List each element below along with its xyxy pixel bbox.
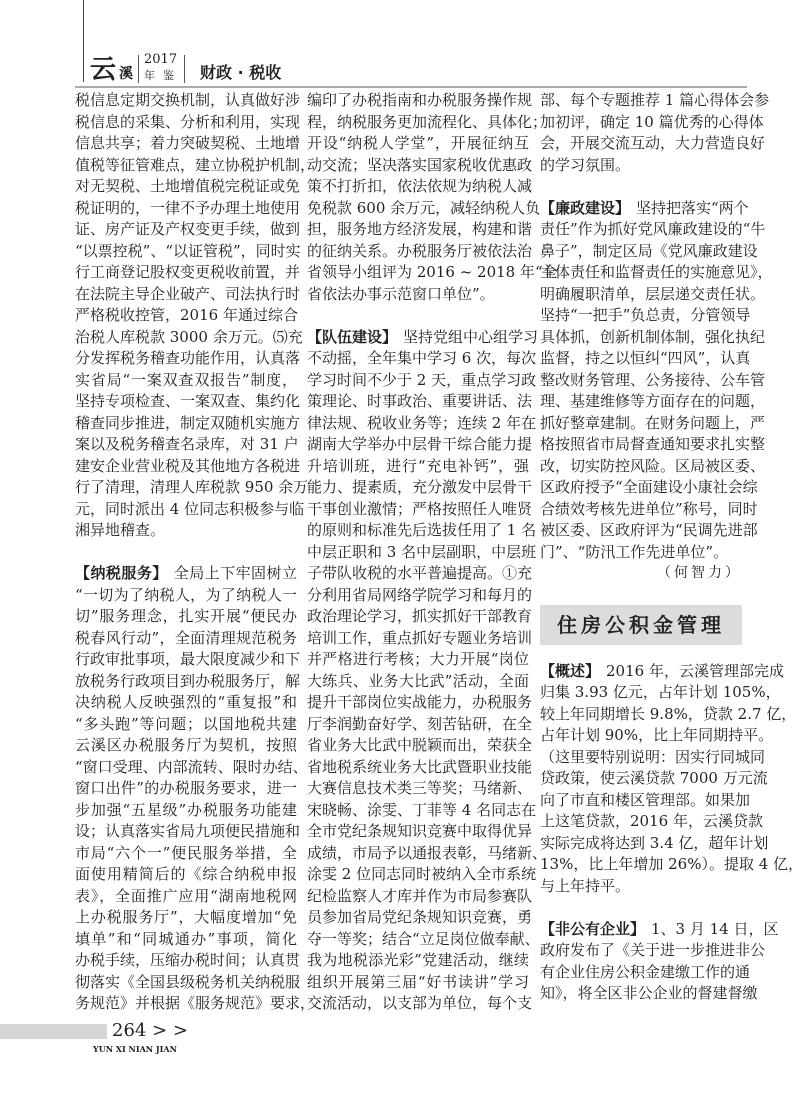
line-text: 动交流；坚决落实国家税收优惠政 bbox=[307, 155, 533, 174]
text-line bbox=[307, 585, 533, 607]
text-line bbox=[307, 391, 533, 413]
header-year: 2017 bbox=[144, 52, 178, 67]
paragraph bbox=[307, 327, 548, 1015]
header-rule bbox=[75, 86, 747, 88]
text-line bbox=[75, 348, 301, 370]
text-line bbox=[307, 176, 533, 198]
text-line bbox=[540, 962, 751, 984]
text-line bbox=[75, 735, 297, 757]
line-text: 知》，将全区非公企业的督建督缴 bbox=[540, 984, 758, 1002]
line-text: 窗口出件”的办税服务要求，进一 bbox=[75, 779, 297, 797]
text-line bbox=[75, 800, 297, 822]
line-text: 纪检监察人才库并作为市局参赛队 bbox=[307, 886, 533, 905]
text-line bbox=[307, 413, 537, 435]
text-line bbox=[307, 284, 529, 306]
line-text: 建安企业营业税及其他地方各税进 bbox=[75, 456, 301, 475]
text-line bbox=[307, 649, 529, 671]
text-line bbox=[307, 671, 529, 693]
line-text: 放税务行政项目到办税服务厅，解 bbox=[75, 671, 301, 690]
line-text: 主体责任和监督责任的实施意见》， bbox=[540, 263, 773, 281]
line-text: 办税手续，压缩办税时间；认真贯 bbox=[75, 951, 301, 969]
logo-yun: 云 bbox=[90, 55, 117, 85]
text-line bbox=[540, 391, 766, 413]
line-text: 稽查同步推进，制定双随机实施方 bbox=[75, 413, 301, 432]
text-line bbox=[75, 176, 301, 198]
line-text: 能力、提素质，充分激发中层骨干 bbox=[307, 478, 533, 496]
text-line bbox=[307, 155, 533, 177]
line-text: 与上年持平。 bbox=[540, 876, 631, 895]
line-text: 行政审批事项，最大限度减少和下 bbox=[75, 650, 301, 668]
line-text: 对无契税、土地增值税完税证或免 bbox=[75, 177, 301, 195]
line-text: 市局“六个一”便民服务举措，全 bbox=[75, 843, 297, 862]
line-text: 升培训班，进行“充电补钙”，强 bbox=[307, 456, 529, 475]
line-text: 填单”和“同城通办”事项，简化 bbox=[75, 929, 297, 948]
text-line bbox=[75, 778, 297, 800]
paragraph bbox=[75, 563, 316, 1015]
text-line bbox=[540, 704, 797, 726]
line-text: 不动摇，全年集中学习 6 次，每次 bbox=[307, 349, 537, 367]
line-text: 并严格进行考核；大力开展“岗位 bbox=[307, 650, 529, 668]
text-line bbox=[540, 876, 742, 898]
line-text: 提升干部岗位实战能力，办税服务 bbox=[307, 693, 533, 711]
text-line bbox=[75, 993, 316, 1015]
line-text: 案以及税务稽查名录库，对 31 户 bbox=[75, 435, 299, 453]
line-text: 元，同时派出 4 位同志积极参与临 bbox=[75, 499, 305, 518]
line-text: 鼻子”，制定区局《党风廉政建设 bbox=[540, 241, 758, 260]
text-line bbox=[307, 90, 533, 112]
text-line bbox=[540, 305, 751, 327]
text-line bbox=[75, 90, 301, 112]
line-text: 坚持专项检查、一案双查、集约化 bbox=[75, 392, 301, 410]
line-text: 较上年同期增长 9.8%，贷款 2.7 亿， bbox=[540, 704, 797, 723]
logo-xi: 溪 bbox=[119, 66, 133, 82]
text-line bbox=[307, 972, 529, 994]
text-line bbox=[307, 864, 537, 886]
line-text: 区政府授予“全面建设小康社会综 bbox=[540, 478, 758, 496]
text-line bbox=[75, 692, 297, 714]
text-line bbox=[540, 413, 766, 435]
line-text: 在法院主导企业破产、司法执行时 bbox=[75, 284, 301, 303]
line-text: 有企业住房公积金建缴工作的通 bbox=[540, 962, 751, 981]
line-text: 湘异地稽查。 bbox=[75, 521, 166, 539]
text-line bbox=[75, 305, 297, 327]
line-text: 省地税系统业务大比武暨职业技能 bbox=[307, 757, 533, 776]
line-text: 云溪区办税服务厅为契机，按照 bbox=[75, 736, 297, 754]
line-text: 具体抓，创新机制体制，强化执纪 bbox=[540, 327, 766, 346]
text-line bbox=[307, 606, 533, 628]
text-line bbox=[307, 219, 533, 241]
line-text: 子带队收税的水平普遍提高。①充 bbox=[307, 564, 533, 582]
line-text: 治税人库税款 3000 余万元。⑸充 bbox=[75, 327, 303, 346]
line-text: “多头跑”等问题；以国地税共建 bbox=[75, 714, 297, 733]
paragraph bbox=[540, 919, 779, 1005]
text-line bbox=[75, 499, 305, 521]
line-text: 改，切实防控风险。区局被区委、 bbox=[540, 456, 766, 475]
line-text: 税信息定期交换机制，认真做好涉 bbox=[75, 91, 301, 109]
line-text: 湖南大学举办中层骨干综合能力提 bbox=[307, 435, 533, 453]
line-text: “一切为了纳税人，为了纳税人一 bbox=[75, 585, 297, 604]
line-text: 开设“纳税人学堂”，开展征纳互 bbox=[307, 134, 529, 152]
line-text: 整改财务管理、公务接待、公车管 bbox=[540, 370, 766, 389]
header-vertical-rule bbox=[83, 0, 84, 82]
line-text: 的征纳关系。办税服务厅被依法治 bbox=[307, 241, 533, 260]
line-text: 上办税服务厅”，大幅度增加“免 bbox=[75, 908, 297, 926]
line-text: 设；认真落实省局九项便民措施和 bbox=[75, 822, 301, 840]
text-line bbox=[75, 821, 301, 843]
text-line bbox=[307, 262, 558, 284]
text-line bbox=[540, 682, 781, 704]
line-text: 切”服务理念，扎实开展“便民办 bbox=[75, 607, 297, 625]
line-text: 全局上下牢固树立 bbox=[173, 564, 297, 582]
text-line bbox=[75, 112, 301, 134]
text-line bbox=[307, 778, 533, 800]
text-line bbox=[75, 606, 297, 628]
text-line bbox=[540, 833, 769, 855]
text-line bbox=[307, 563, 533, 585]
text-line bbox=[540, 919, 779, 941]
line-text: 我为地税添光彩”党建活动，继续 bbox=[307, 951, 529, 969]
line-text: 税证明的，一律不予办理土地使用 bbox=[75, 198, 301, 217]
line-text: 合绩效考核先进单位”称号，同时 bbox=[540, 499, 758, 518]
line-text: 占年计划 90%，比上年同期持平。 bbox=[540, 726, 774, 744]
text-line bbox=[307, 886, 533, 908]
text-line bbox=[307, 800, 537, 822]
line-text: 涂雯 2 位同志同时被纳入全市系统 bbox=[307, 865, 537, 883]
text-line bbox=[540, 456, 766, 478]
line-text: 被区委、区政府评为“民调先进部 bbox=[540, 521, 758, 539]
text-line bbox=[75, 628, 297, 650]
line-text: 坚持党组中心组学习 bbox=[403, 327, 539, 346]
line-text: 省业务大比武中脱颖而出，荣获全 bbox=[307, 736, 533, 754]
text-line bbox=[540, 811, 763, 833]
paragraph-heading: 【纳税服务】 bbox=[75, 564, 168, 582]
text-line bbox=[540, 747, 766, 769]
line-text: 厅李润勤奋好学、刻苦钻研，在全 bbox=[307, 714, 533, 733]
text-line bbox=[75, 520, 297, 542]
text-line bbox=[540, 499, 758, 521]
text-line bbox=[540, 219, 766, 241]
text-line bbox=[540, 133, 766, 155]
line-text: 税信息的采集、分析和利用，实现 bbox=[75, 112, 301, 131]
text-line bbox=[307, 692, 533, 714]
text-line bbox=[307, 133, 529, 155]
line-text: 全市党纪条规知识竞赛中取得优异 bbox=[307, 822, 533, 840]
line-text: 分利用省局网络学院学习和每月的 bbox=[307, 585, 533, 604]
line-text: 监督，持之以恒纠“四风”，认真 bbox=[540, 349, 751, 367]
line-text: 编印了办税指南和办税服务操作规 bbox=[307, 91, 533, 109]
line-text: 省领导小组评为 2016 ~ 2018 年“全 bbox=[307, 263, 558, 281]
line-text: 明确履职清单，层层递交责任状。 bbox=[540, 284, 766, 303]
line-text: 坚持把落实“两个 bbox=[636, 198, 749, 217]
line-text: 决纳税人反映强烈的“重复报”和 bbox=[75, 693, 297, 711]
text-line bbox=[307, 714, 533, 736]
page-number: 264 > > bbox=[112, 1020, 188, 1041]
line-text: 培训工作，重点抓好专题业务培训 bbox=[307, 628, 533, 647]
text-line bbox=[307, 112, 548, 134]
text-line bbox=[307, 950, 529, 972]
text-line bbox=[307, 198, 541, 220]
text-line bbox=[307, 456, 529, 478]
text-line bbox=[307, 542, 537, 564]
paragraph-heading: 【队伍建设】 bbox=[307, 327, 398, 346]
line-text: 坚持“一把手”负总责，分管领导 bbox=[540, 306, 751, 324]
line-text: 政治理论学习，抓实抓好干部教育 bbox=[307, 607, 533, 625]
line-text: 政府发布了《关于进一步推进非公 bbox=[540, 941, 766, 959]
footer-subtitle: YUN XI NIAN JIAN bbox=[93, 1044, 177, 1054]
line-text: 组织开展第三届“好书读讲”学习 bbox=[307, 972, 529, 991]
header-divider bbox=[184, 55, 185, 83]
footer-bar bbox=[0, 1024, 107, 1039]
line-text: 上这笔贷款，2016 年，云溪贷款 bbox=[540, 812, 763, 830]
line-text: 的原则和标准先后选拔任用了 1 名 bbox=[307, 521, 537, 539]
text-line bbox=[307, 241, 533, 263]
line-text: 向了市直和楼区管理部。如果加 bbox=[540, 790, 751, 809]
line-text: 学习时间不少于 2 天，重点学习政 bbox=[307, 370, 537, 389]
line-text: 策理论、时事政治、重要讲话、法 bbox=[307, 392, 533, 410]
text-line bbox=[75, 284, 301, 306]
line-text: 夺一等奖；结合“立足岗位做奉献、 bbox=[307, 929, 540, 948]
text-line bbox=[75, 477, 309, 499]
text-line bbox=[75, 714, 297, 736]
text-line bbox=[540, 725, 774, 747]
line-text: 面使用精简后的《综合纳税申报 bbox=[75, 865, 297, 883]
text-line bbox=[75, 413, 301, 435]
text-line bbox=[540, 370, 766, 392]
text-line bbox=[540, 112, 764, 134]
line-text: 归集 3.93 亿元，占年计划 105%， bbox=[540, 683, 781, 701]
line-text: 干事创业激情；严格按照任人唯贤 bbox=[307, 499, 533, 518]
line-text: 责任”作为抓好党风廉政建设的“牛 bbox=[540, 220, 766, 238]
text-line bbox=[307, 628, 533, 650]
line-text: 律法规、税收业务等；连续 2 年在 bbox=[307, 413, 537, 432]
line-text: 程，纳税服务更加流程化、具体化； bbox=[307, 112, 548, 131]
line-text: 13%，比上年增加 26%）。提取 4 亿， bbox=[540, 855, 804, 873]
line-text: 大赛信息技术类三等奖；马绪新、 bbox=[307, 779, 533, 797]
text-line bbox=[540, 854, 804, 876]
text-line bbox=[540, 241, 758, 263]
text-line bbox=[307, 477, 533, 499]
text-line bbox=[307, 520, 537, 542]
line-text: 的学习氛围。 bbox=[540, 155, 631, 174]
line-text: （这里要特别说明：因实行同城同 bbox=[540, 747, 766, 766]
text-line bbox=[75, 929, 297, 951]
line-text: 省依法办事示范窗口单位”。 bbox=[307, 284, 495, 303]
line-text: 税春风行动”，全面清理规范税务 bbox=[75, 628, 297, 647]
text-line bbox=[307, 907, 533, 929]
text-line bbox=[75, 843, 297, 865]
text-line bbox=[307, 327, 539, 349]
text-line bbox=[540, 940, 766, 962]
line-text: 格按照省市局督查通知要求扎实整 bbox=[540, 435, 766, 453]
line-text: 值税等征管难点，建立协税护机制， bbox=[75, 155, 316, 174]
text-line bbox=[540, 434, 766, 456]
line-text: “以票控税”、“以证管税”，同时实 bbox=[75, 241, 301, 260]
text-line bbox=[75, 907, 297, 929]
line-text: 务规范》并根据《服务规范》要求， bbox=[75, 994, 316, 1012]
line-text: 抓好整章建制。在财务问题上，严 bbox=[540, 413, 766, 432]
text-line bbox=[540, 155, 742, 177]
text-line bbox=[540, 790, 751, 812]
header-yearbook: 年鉴 bbox=[144, 69, 182, 82]
text-line bbox=[75, 950, 301, 972]
text-line bbox=[75, 219, 301, 241]
line-text: 理、基建维修等方面存在的问题， bbox=[540, 392, 766, 410]
line-text: 交流活动，以支部为单位，每个支 bbox=[307, 994, 533, 1012]
line-text: 1、3 月 14 日，区 bbox=[651, 919, 779, 938]
header-divider bbox=[138, 55, 139, 83]
paragraph bbox=[75, 90, 316, 542]
text-line bbox=[540, 198, 749, 220]
text-line bbox=[540, 520, 758, 542]
line-text: 策不打折扣，依法依规为纳税人减 bbox=[307, 177, 533, 195]
line-text: 门”、“防汛工作先进单位”。 bbox=[540, 542, 729, 561]
line-text: 免税款 600 余万元，减轻纳税人负 bbox=[307, 198, 541, 217]
text-line bbox=[307, 821, 533, 843]
paragraph-heading: 【廉政建设】 bbox=[540, 198, 631, 217]
line-text: 分发挥税务稽查功能作用，认真落 bbox=[75, 349, 301, 367]
paragraph bbox=[540, 90, 770, 176]
line-text: 大练兵、业务大比武”活动，全面 bbox=[307, 671, 529, 690]
text-line bbox=[540, 542, 742, 564]
text-line bbox=[75, 757, 308, 779]
text-line bbox=[75, 391, 301, 413]
line-text: 加初评，确定 10 篇优秀的心得体 bbox=[540, 112, 764, 131]
text-line bbox=[75, 370, 297, 392]
text-line bbox=[540, 90, 770, 112]
paragraph bbox=[307, 90, 558, 305]
text-line bbox=[540, 327, 766, 349]
text-line bbox=[540, 661, 784, 683]
text-line bbox=[540, 262, 773, 284]
text-line bbox=[307, 499, 533, 521]
text-line bbox=[75, 434, 297, 456]
text-line bbox=[75, 585, 297, 607]
text-line bbox=[75, 198, 301, 220]
paragraph-heading: 【概述】 bbox=[540, 661, 601, 680]
text-line bbox=[75, 456, 301, 478]
text-line bbox=[540, 983, 758, 1005]
line-text: 宋晓畅、涂雯、丁菲等 4 名同志在 bbox=[307, 800, 537, 819]
section-title: 住房公积金管理 bbox=[540, 605, 742, 645]
line-text: 成绩，市局予以通报表彰，马绪新、 bbox=[307, 843, 548, 862]
text-line bbox=[75, 563, 297, 585]
text-line bbox=[540, 768, 768, 790]
line-text: 会，开展交流互动，大力营造良好 bbox=[540, 134, 766, 152]
header-section-title: 财政 · 税收 bbox=[200, 63, 282, 82]
text-line bbox=[75, 262, 301, 284]
line-text: 表》，全面推广应用“湖南地税网 bbox=[75, 886, 297, 905]
text-line bbox=[75, 886, 297, 908]
line-text: 中层正职和 3 名中层副职，中层班 bbox=[307, 542, 537, 561]
line-text: 部、每个专题推荐 1 篇心得体会参 bbox=[540, 91, 770, 109]
text-line bbox=[75, 671, 301, 693]
text-line bbox=[307, 735, 533, 757]
line-text: 2016 年，云溪管理部完成 bbox=[606, 661, 784, 680]
text-line bbox=[307, 757, 533, 779]
line-text: 严格税收控管，2016 年通过综合 bbox=[75, 306, 298, 324]
line-text: 信息共享；着力突破契税、土地增 bbox=[75, 134, 301, 152]
line-text: 证、房产证及产权变更手续，做到 bbox=[75, 220, 301, 238]
line-text: 彻落实《全国县级税务机关纳税服 bbox=[75, 972, 301, 991]
line-text: “窗口受理、内部流转、限时办结、 bbox=[75, 757, 308, 776]
column-2 bbox=[307, 90, 558, 1015]
text-line bbox=[307, 993, 533, 1015]
column-3 bbox=[540, 90, 804, 1005]
line-text: 贷政策，使云溪贷款 7000 万元流 bbox=[540, 769, 768, 787]
paragraph bbox=[540, 198, 773, 564]
author-credit: （何智力） bbox=[657, 565, 742, 581]
text-line bbox=[75, 133, 301, 155]
line-text: 实际完成将达到 3.4 亿，超年计划 bbox=[540, 833, 769, 852]
text-line bbox=[75, 241, 301, 263]
text-line bbox=[75, 155, 316, 177]
text-line bbox=[75, 649, 301, 671]
paragraph-heading: 【非公有企业】 bbox=[540, 919, 646, 938]
paragraph bbox=[540, 661, 804, 898]
text-line bbox=[75, 972, 301, 994]
line-text: 实省局“一案双查双报告”制度， bbox=[75, 370, 297, 389]
text-line bbox=[540, 477, 758, 499]
text-line bbox=[75, 864, 297, 886]
text-line bbox=[307, 348, 537, 370]
line-text: 担，服务地方经济发展，构建和谐 bbox=[307, 220, 533, 238]
text-line bbox=[540, 348, 751, 370]
text-line bbox=[307, 370, 537, 392]
line-text: 步加强“五星级”办税服务功能建 bbox=[75, 800, 297, 819]
line-text: 行工商登记股权变更税收前置，并 bbox=[75, 263, 301, 281]
text-line bbox=[307, 929, 540, 951]
column-1 bbox=[75, 90, 316, 1015]
text-line bbox=[75, 327, 303, 349]
line-text: 员参加省局党纪条规知识竞赛，勇 bbox=[307, 908, 533, 926]
text-line bbox=[540, 284, 766, 306]
text-line bbox=[307, 434, 533, 456]
text-line bbox=[307, 843, 548, 865]
line-text: 行了清理，清理人库税款 950 余万 bbox=[75, 478, 309, 496]
